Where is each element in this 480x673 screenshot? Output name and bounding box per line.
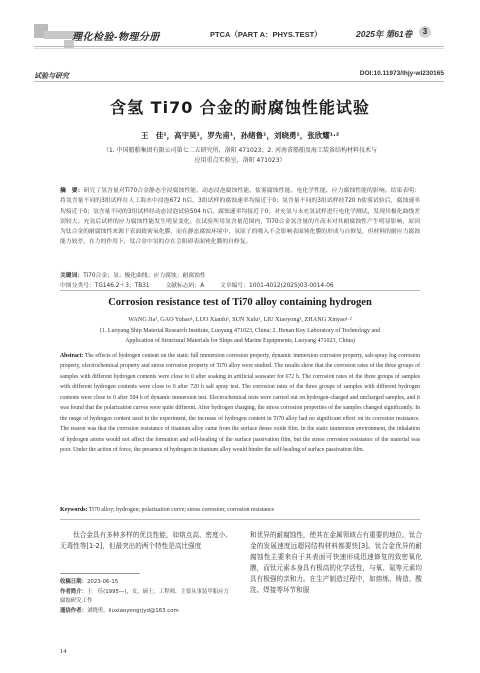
keywords-label-cn: 关键词： [60, 273, 84, 279]
article-title-en: Corrosion resistance test of Ti70 alloy containing hydrogen [108, 297, 372, 308]
header-divider-secondary [34, 48, 444, 49]
received-date: 收稿日期：2023-06-15 [60, 579, 119, 585]
classification-row [60, 280, 440, 289]
author-bio: 作者简介：王 佳(1995—)，女，硕士，工程师，主要从事装甲船应力腐蚀研究工作 [60, 588, 229, 605]
affiliation-line: （1. 中国船舶集团有限公司第七二五研究所，洛阳 471023；2. 河南省船舶及海工装备结构材料技术与 [102, 147, 378, 154]
divider-rule [60, 519, 420, 520]
footnote [60, 578, 232, 616]
issue-badge: 3 [419, 26, 431, 38]
keywords-text-en: Ti70 alloy; hydrogen; polarization curve; stress corrosion; corrosion resistance [88, 507, 275, 513]
authors-en: WANG Jia¹, GAO Yuhao¹, LUO Xianfu¹, SUN Xulu¹, LIU Xiaoyong¹, ZHANG Xinyao¹·² [128, 316, 352, 323]
keywords-cn [60, 270, 420, 279]
abstract-text-en: The effects of hydrogen content on the static full immersion corrosion property, dynamic immersion corrosion property, salt-spray fog corrosion property, electrochemical property and stress corrosion property of Ti70 alloy were studied. The results show that the corrosion rates of the three groups of samples with different hydrogen contents were close to 0 after soaking in artificial seawater for 672 h. The corrosion rates of the three groups of samples with different hydrogen contents were close to 0 after 720 h salt spray test. The corrosion rates of the three groups of samples with different hydrogen contents were close to 0 after 504 h of dynamic immersion test. Electrochemical tests were carried out on hydrogen-charged and uncharged samples, and it was found that the polarization curves were quite different. After hydrogen charging, the stress corrosion properties of the samples changed significantly. In the range of hydrogen content used in the experiment, the increase of hydrogen content in Ti70 alloy had no significant effect on its corrosion resistance. The reason was that the corrosion resistance of titanium alloy came from the surface dense oxide film. In the static immersion environment, the inhalation of hydrogen atoms would not affect the formation and self-healing of the surface passivation film, but the stress corrosion resistance of the material was poor. Under the action of force, the presence of hydrogen in titanium alloy would hinder the self-healing of surface passivation film. [60, 353, 420, 454]
keywords-en [60, 507, 420, 513]
affiliation-line: (1. Luoyang Ship Material Research Institute, Luoyang 471023, China; 2. Henan Key Laboratory of Technology and [99, 328, 381, 334]
keywords-label-en: Keywords: [60, 507, 88, 513]
corresponding-author: 通信作者：刘晓勇，liuxiaoyongrjyd@163.com [60, 607, 179, 614]
affiliation-line: 应用重点实验室，洛阳 471023） [194, 157, 286, 164]
affiliations-cn [80, 146, 400, 166]
divider-rule [60, 290, 420, 291]
keywords-text-cn: Ti70合金；氢；极化曲线；应力腐蚀；耐腐蚀性 [83, 273, 206, 279]
article-title-cn: 含氢 Ti70 合金的耐腐蚀性能试验 [110, 98, 370, 117]
doi: DOI:10.11973/lhjy-wl230165 [359, 70, 444, 77]
body-column-left: 钛合金具有多种多样的优良性能，如熔点高、密度小、无毒性等[1-2]，但最突出的两个特性是高比强度 [60, 531, 232, 550]
abstract-cn [60, 186, 420, 248]
section-label: 试验与研究 [34, 73, 69, 80]
abstract-en [60, 351, 420, 456]
abstract-label-en: Abstract: [60, 353, 84, 359]
clc-number: 中图分类号：TG146.2＋3；TB31 [60, 283, 150, 289]
footnote-rule [60, 573, 140, 574]
body-column-right: 和优异的耐腐蚀性，使其在金属领域占有重要的地位。钛合金的发展速度远超同结构材料都要快[3]。钛合金优异的耐腐蚀性主要来自于其表面可快速形成迅速修复的致密氧化膜，而钛元素本身具有极高的化学活性，与氧、氮等元素均具有极强的亲和力。在生产制造过程中，如熔炼、铸造、酸洗、焊接等环节和服 [250, 531, 422, 594]
authors-cn: 王 佳¹，高宇昊¹，罗先甫¹，孙绪鲁¹，刘晓勇¹，张欣耀¹·² [140, 131, 340, 140]
affiliations-en [70, 327, 410, 346]
section-divider [34, 81, 444, 82]
abstract-text-cn: 研究了氢含量对Ti70合金静态全浸腐蚀性能、动态浸泡腐蚀性能、盐雾腐蚀性能、电化学性能、应力腐蚀性能的影响。结果表明：将氢含量不同的3组试样在人工海水中浸泡672 h后，3组试样的腐蚀速率均接近于0；氢含量不同的3组试样经720 h盐雾试验后，腐蚀速率均接近于0；氢含量不同的3组试样经动态浸泡试验504 h后，腐蚀速率均接近于0；对充氢与未充氢试样进行电化学测试，发现其极化曲线差别较大；充氢后试样的应力腐蚀性能发生明显变化。在试验所用氢含量范围内，Ti70合金氢含量的升高未对其耐腐蚀性产生明显影响，原因为钛合金的耐腐蚀性来源于表面致密氧化膜，而在静态腐蚀环境中，氢原子的吸入不会影响表面钝化膜的形成与自修复，但材料的耐应力腐蚀能力较差，在力的作用下，钛合金中氢的存在会阻碍表面钝化膜的自修复。 [60, 188, 420, 246]
journal-subtitle: PTCA（PART A：PHYS.TEST） [210, 30, 322, 39]
year-volume: 2025年 第61卷 [356, 29, 413, 39]
page-number: 14 [60, 648, 67, 655]
header-divider [34, 46, 444, 47]
abstract-label-cn: 摘 要： [60, 188, 84, 194]
affiliation-line: Application of Structural Materials for Ships and Marine Equipments, Luoyang 471023, China) [125, 337, 355, 344]
journal-name: 理化检验-物理分册 [72, 32, 160, 43]
article-number: 文章编号：1001-4012(2025)03-0014-06 [220, 283, 334, 289]
document-code: 文献标志码：A [165, 283, 205, 289]
